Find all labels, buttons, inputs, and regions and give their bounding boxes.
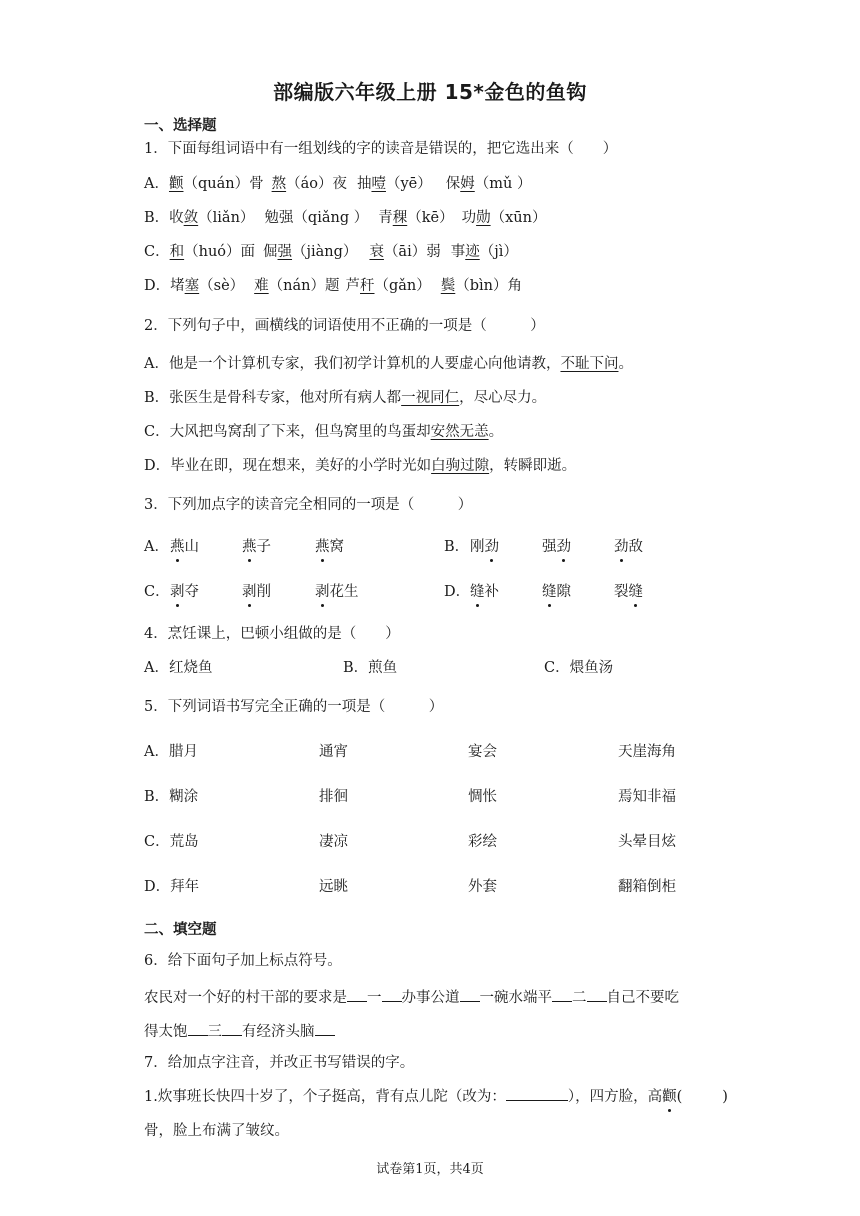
question-4-option-b: B．煎鱼 [343, 660, 398, 676]
question-2-stem: 2．下列句子中，画横线的词语使用不正确的一项是（ ） [144, 318, 545, 334]
question-6-line-2: 得太饱 三 有经济头脑 [144, 1020, 335, 1042]
question-2-option-c: C．大风把鸟窝刮了下来，但鸟窝里的鸟蛋却安然无恙。 [144, 424, 504, 440]
question-5-word: 彩绘 [468, 834, 497, 850]
question-5-word: 翻箱倒柜 [618, 879, 676, 895]
answer-blank[interactable] [222, 1020, 242, 1036]
question-3-option-a-label: A． [144, 539, 169, 555]
question-5-option-b: B．糊涂 [144, 789, 199, 805]
question-6-line-1: 农民对一个好的村干部的要求是 一 办事公道 一碗水端平 二 自己不要吃 [144, 986, 679, 1008]
question-5-option-d: D．拜年 [144, 879, 200, 895]
answer-blank[interactable] [382, 986, 402, 1002]
question-1-option-a: A．颧（quán）骨 熬（áo）夜 抽噎（yē） 保姆（mǔ ） [144, 176, 532, 192]
question-5-word: 凄凉 [319, 834, 348, 850]
section-heading-fill: 二、填空题 [144, 922, 217, 938]
answer-blank[interactable] [506, 1085, 568, 1101]
question-3-word: 剥夺 [170, 584, 199, 600]
question-5-word: 惆怅 [468, 789, 497, 805]
page-footer: 试卷第1页，共4页 [376, 1162, 484, 1177]
question-7-stem: 7．给加点字注音，并改正书写错误的字。 [144, 1055, 415, 1071]
question-5-word: 排徊 [319, 789, 348, 805]
question-5-word: 宴会 [468, 744, 497, 760]
question-5-word: 通宵 [319, 744, 348, 760]
question-4-option-a: A．红烧鱼 [144, 660, 213, 676]
answer-blank[interactable] [315, 1020, 335, 1036]
question-3-word: 缝补 [470, 584, 499, 600]
question-3-word: 燕子 [242, 539, 271, 555]
question-3-word: 裂缝 [614, 584, 643, 600]
question-3-word: 强劲 [542, 539, 571, 555]
answer-blank[interactable] [552, 986, 572, 1002]
question-3-word: 劲敌 [614, 539, 643, 555]
question-2-option-d: D．毕业在即，现在想来，美好的小学时光如白驹过隙，转瞬即逝。 [144, 458, 577, 474]
question-3-word: 燕窝 [315, 539, 344, 555]
question-1-option-b: B．收敛（liǎn） 勉强（qiǎng ） 青稞（kē） 功勋（xūn） [144, 210, 547, 226]
question-3-word: 剥花生 [315, 584, 359, 600]
question-5-word: 天崖海角 [618, 744, 676, 760]
question-5-stem: 5．下列词语书写完全正确的一项是（ ） [144, 699, 444, 715]
question-5-option-c: C．荒岛 [144, 834, 199, 850]
question-3-stem: 3．下列加点字的读音完全相同的一项是（ ） [144, 497, 473, 513]
question-2-option-a: A．他是一个计算机专家，我们初学计算机的人要虚心向他请教，不耻下问。 [144, 356, 633, 372]
answer-blank[interactable] [188, 1020, 208, 1036]
answer-blank[interactable] [587, 986, 607, 1002]
question-3-word: 剥削 [242, 584, 271, 600]
question-6-stem: 6．给下面句子加上标点符号。 [144, 953, 342, 969]
question-3-word: 燕山 [170, 539, 199, 555]
question-1-option-c: C．和（huó）面 倔强（jiàng） 衰（āi）弱 事迹（jì） [144, 244, 518, 260]
question-2-option-b: B．张医生是骨科专家，他对所有病人都一视同仁，尽心尽力。 [144, 390, 547, 406]
answer-blank[interactable] [460, 986, 480, 1002]
question-5-word: 焉知非福 [618, 789, 676, 805]
question-7-line-2: 骨，脸上布满了皱纹。 [144, 1123, 289, 1139]
question-4-option-c: C．煨鱼汤 [544, 660, 614, 676]
question-5-word: 头晕目炫 [618, 834, 676, 850]
page-title: 部编版六年级上册 15*金色的鱼钩 [273, 80, 587, 104]
question-3-option-b-label: B． [444, 539, 470, 555]
question-4-stem: 4．烹饪课上，巴顿小组做的是（ ） [144, 626, 400, 642]
question-3-option-c-label: C． [144, 584, 170, 600]
question-5-word: 外套 [468, 879, 497, 895]
question-1-stem: 1．下面每组词语中有一组划线的字的读音是错误的，把它选出来（ ） [144, 141, 618, 157]
question-7-line-1: 1.炊事班长快四十岁了，个子挺高，背有点儿陀（改为： ），四方脸，高颧( ) [144, 1085, 728, 1107]
question-5-word: 远眺 [319, 879, 348, 895]
question-3-word: 刚劲 [470, 539, 499, 555]
question-1-option-d: D．堵塞（sè） 难（nán）题 芦秆（gǎn） 鬓（bìn）角 [144, 278, 523, 294]
question-3-word: 缝隙 [542, 584, 571, 600]
question-5-option-a: A．腊月 [144, 744, 198, 760]
section-heading-choice: 一、选择题 [144, 118, 217, 134]
answer-blank[interactable] [347, 986, 367, 1002]
question-3-option-d-label: D． [444, 584, 471, 600]
